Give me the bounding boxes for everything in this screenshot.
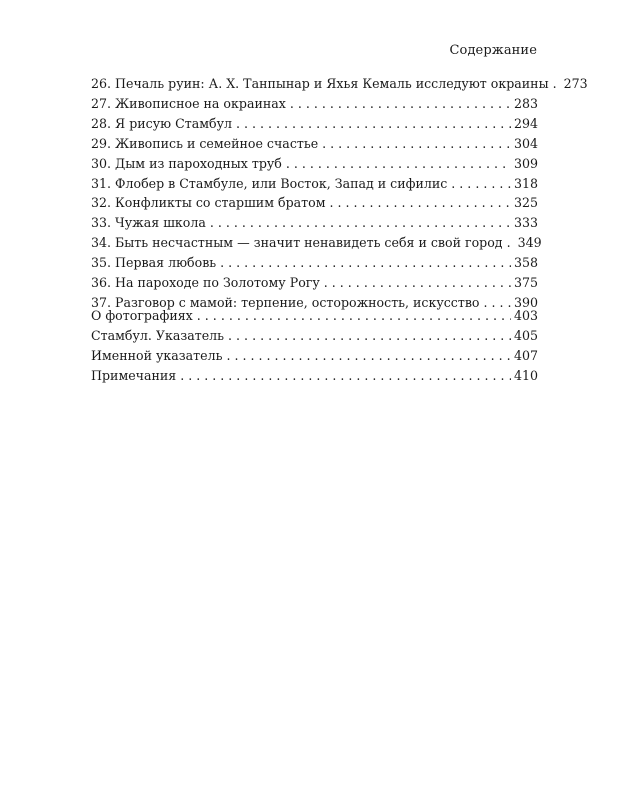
toc-entry-title: 32. Конфликты со старшим братом — [91, 195, 326, 211]
toc-entry — [91, 154, 538, 174]
toc-entry-title: 35. Первая любовь — [91, 255, 217, 271]
leader-dots — [290, 94, 511, 114]
toc-entry-page: 405 — [513, 327, 538, 343]
toc-entry — [91, 346, 538, 366]
toc-entry-title: 31. Флобер в Стамбуле, или Восток, Запад и сифилис — [91, 175, 448, 191]
toc-entry-page: 358 — [513, 255, 538, 271]
running-head: Содержание — [449, 43, 537, 58]
leader-dots — [324, 273, 511, 293]
toc-entry-title: 37. Разговор с мамой: терпение, осторожность, искусство — [91, 294, 480, 310]
toc-entry-page: 375 — [513, 275, 538, 291]
leader-dots — [236, 114, 511, 134]
toc-entry-page: 304 — [513, 135, 538, 151]
leader-dots — [180, 366, 511, 386]
toc-entry — [91, 233, 542, 253]
toc-entry-page: 407 — [513, 347, 538, 363]
toc-back-matter-list — [91, 306, 538, 386]
toc-entry — [91, 174, 538, 194]
leader-dots — [322, 134, 511, 154]
toc-entry — [91, 273, 538, 293]
toc-entry-page: 333 — [513, 215, 538, 231]
toc-entry-page: 390 — [513, 294, 538, 310]
toc-entry-page: 318 — [513, 175, 538, 191]
toc-entry-page: 309 — [513, 155, 538, 171]
leader-dots — [451, 174, 511, 194]
toc-entry-title: 36. На пароходе по Золотому Рогу — [91, 275, 320, 291]
leader-dots — [197, 306, 511, 326]
leader-dots — [330, 193, 511, 213]
leader-dots — [228, 326, 511, 346]
toc-entry-title: Именной указатель — [91, 347, 223, 363]
leader-dots — [553, 74, 561, 94]
toc-entry-page: 273 — [563, 76, 588, 91]
toc-entry-page: 403 — [513, 308, 538, 323]
leader-dots — [507, 233, 515, 253]
toc-entry — [91, 306, 538, 326]
toc-entry-page: 349 — [517, 235, 542, 251]
toc-entry-page: 283 — [513, 95, 538, 111]
leader-dots — [226, 346, 511, 366]
toc-entry-title: Примечания — [91, 367, 177, 383]
toc-entry — [91, 213, 538, 233]
toc-entry-page: 325 — [513, 195, 538, 211]
toc-entry-title: 34. Быть несчастным — значит ненавидеть себя и свой город — [91, 235, 503, 251]
toc-entry-title: 33. Чужая школа — [91, 215, 206, 231]
toc-entry-title: 29. Живопись и семейное счастье — [91, 135, 319, 151]
toc-entry — [91, 193, 538, 213]
toc-entry — [91, 94, 538, 114]
toc-entry — [91, 74, 588, 94]
leader-dots — [286, 154, 511, 174]
toc-entry — [91, 326, 538, 346]
toc-entry-title: 28. Я рисую Стамбул — [91, 115, 232, 131]
leader-dots — [210, 213, 511, 233]
toc-entry-page: 294 — [513, 115, 538, 131]
toc-entry — [91, 366, 538, 386]
toc-entry-title: 27. Живописное на окраинах — [91, 95, 286, 111]
toc-entry-title: Стамбул. Указатель — [91, 327, 225, 343]
toc-entry-page: 410 — [513, 367, 538, 383]
toc-chapters-list — [91, 74, 588, 313]
leader-dots — [220, 253, 511, 273]
toc-entry-title: 30. Дым из пароходных труб — [91, 155, 282, 171]
toc-entry — [91, 114, 538, 134]
toc-entry — [91, 253, 538, 273]
toc-entry — [91, 134, 538, 154]
toc-entry-title: 26. Печаль руин: А. Х. Танпынар и Яхья Кемаль исследуют окраины — [91, 76, 549, 91]
toc-entry-title: О фотографиях — [91, 308, 193, 323]
